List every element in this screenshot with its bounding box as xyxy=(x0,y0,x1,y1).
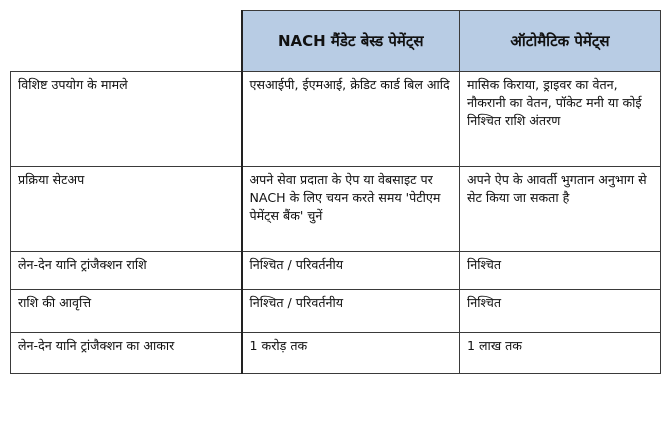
header-cell-empty xyxy=(11,11,242,72)
header-cell-automatic: ऑटोमैटिक पेमेंट्स xyxy=(460,11,661,72)
table-row xyxy=(11,167,661,252)
cell-nach-process-setup: अपने सेवा प्रदाता के ऐप या वेबसाइट पर NACH के लिए चयन करते समय 'पेटीएम पेमेंट्स बैंक' चुनें xyxy=(242,167,460,252)
cell-nach-transaction-amount: निश्चित / परिवर्तनीय xyxy=(242,252,460,290)
row-label-transaction-size: लेन-देन यानि ट्रांजैक्शन का आकार xyxy=(11,333,242,374)
cell-automatic-process-setup: अपने ऐप के आवर्ती भुगतान अनुभाग से सेट किया जा सकता है xyxy=(460,167,661,252)
row-label-use-cases: विशिष्ट उपयोग के मामले xyxy=(11,72,242,167)
cell-automatic-frequency: निश्चित xyxy=(460,290,661,333)
cell-automatic-transaction-amount: निश्चित xyxy=(460,252,661,290)
comparison-table xyxy=(10,10,661,374)
row-label-process-setup: प्रक्रिया सेटअप xyxy=(11,167,242,252)
header-row xyxy=(11,11,661,72)
cell-nach-use-cases: एसआईपी, ईएमआई, क्रेडिट कार्ड बिल आदि xyxy=(242,72,460,167)
header-cell-nach: NACH मैंडेट बेस्ड पेमेंट्स xyxy=(242,11,460,72)
table-row xyxy=(11,252,661,290)
table-row xyxy=(11,333,661,374)
table-row xyxy=(11,72,661,167)
row-label-transaction-amount: लेन-देन यानि ट्रांजैक्शन राशि xyxy=(11,252,242,290)
table-row xyxy=(11,290,661,333)
cell-automatic-transaction-size: 1 लाख तक xyxy=(460,333,661,374)
cell-automatic-use-cases: मासिक किराया, ड्राइवर का वेतन, नौकरानी का वेतन, पॉकेट मनी या कोई निश्चित राशि अंतरण xyxy=(460,72,661,167)
cell-nach-transaction-size: 1 करोड़ तक xyxy=(242,333,460,374)
cell-nach-frequency: निश्चित / परिवर्तनीय xyxy=(242,290,460,333)
row-label-frequency: राशि की आवृत्ति xyxy=(11,290,242,333)
